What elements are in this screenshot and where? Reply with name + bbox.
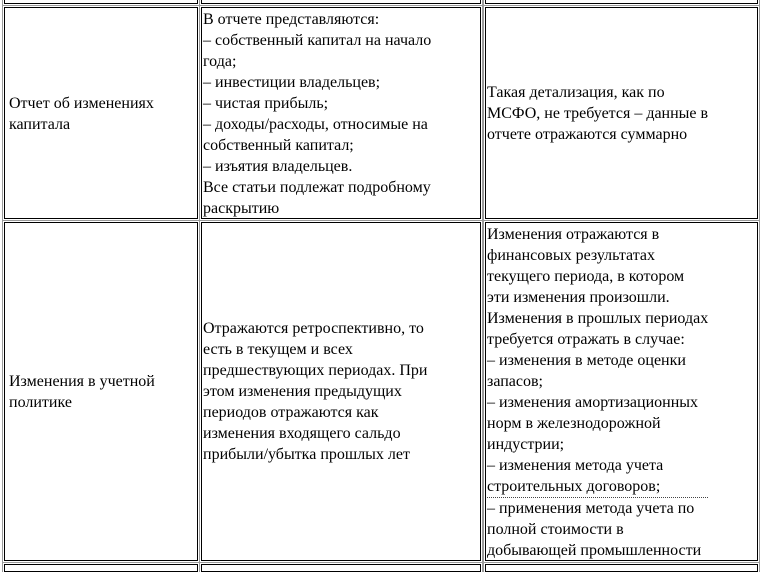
row1-right-text: Такая детализация, как по МСФО, не требуется – данные в отчете отражаются суммарно	[487, 84, 709, 143]
bottom-strip-cell-1	[4, 564, 198, 572]
top-strip-cell-1	[4, 0, 198, 4]
bottom-strip-cell-2	[201, 564, 481, 572]
row1-label: Отчет об изменениях капитала	[9, 95, 154, 133]
top-strip-cell-2	[201, 0, 481, 4]
row2-label: Изменения в учетной политике	[9, 373, 155, 411]
row2-label-cell	[4, 222, 198, 561]
row2-right-cell	[485, 222, 758, 561]
bottom-strip-cell-3	[485, 564, 758, 572]
row1-right-cell	[485, 7, 758, 219]
row2-middle-cell	[201, 222, 481, 561]
top-strip-cell-3	[485, 0, 758, 4]
row1-label-cell	[4, 7, 198, 219]
row2-middle-text: Отражаются ретроспективно, то есть в текущем и всех предшествующих периодах. При этом изменения предыдущих периодов отражаются как изменения входящего сальдо прибыли/убытка прошлых лет	[203, 320, 428, 463]
row1-middle-text: В отчете представляются: – собственный капитал на начало года; – инвестиции владельцев; – чистая прибыль; – доходы/расходы, относимые на собственный капитал; – изъятия владельцев. Все статьи подлежат подробному раскрытию	[203, 11, 432, 217]
row1-middle-cell	[201, 7, 481, 219]
row2-right-text: Изменения отражаются в финансовых результатах текущего периода, в котором эти изменения произошли. Изменения в прошлых периодах требуется отражать в случае: – изменения в методе оценки запасов; – изменения амортизационных норм в железнодорожной индустрии; – изменения метода учета строительных договоров; – применения метода учета по полной стоимости в добывающей промышленности	[487, 226, 709, 559]
